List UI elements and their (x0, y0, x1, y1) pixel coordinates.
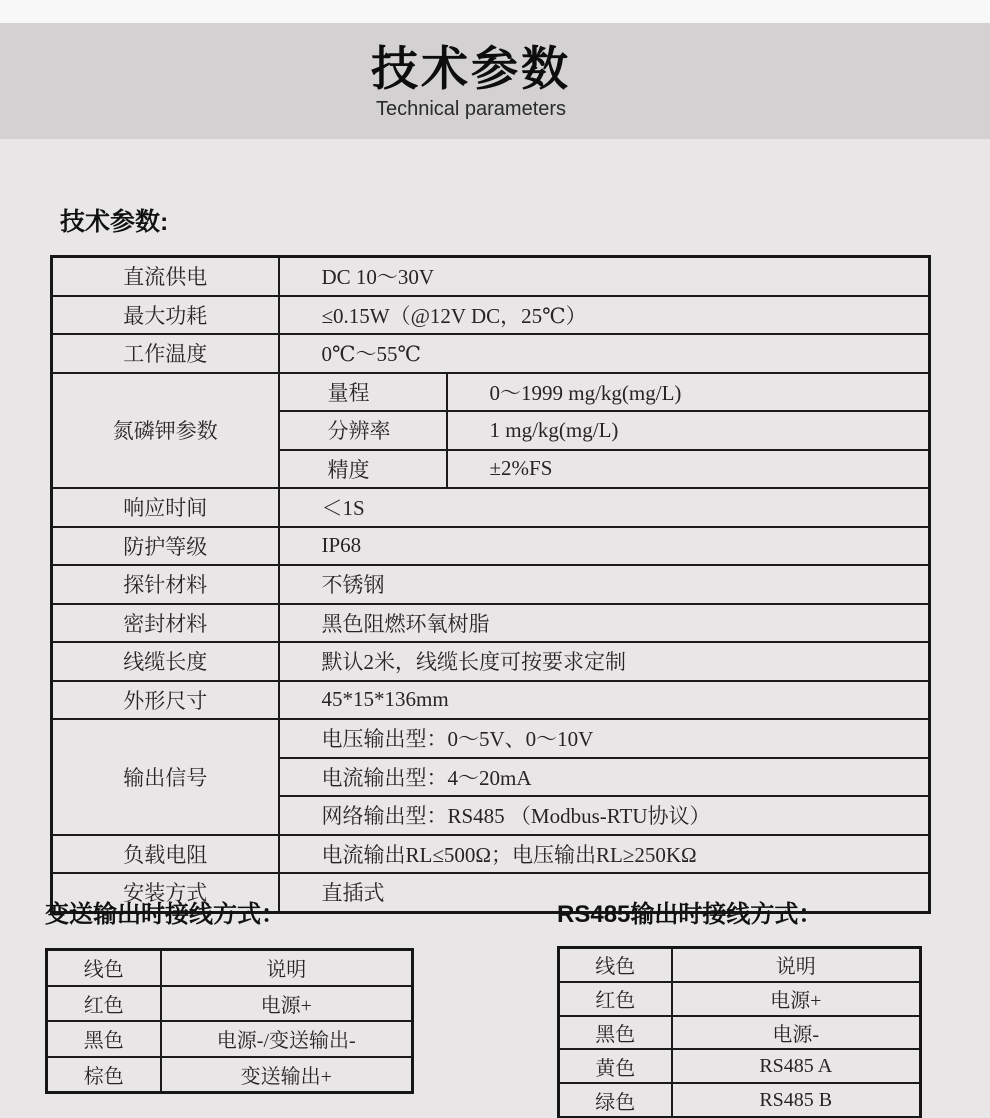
spec-value: 电流输出型：4～20mA (279, 758, 930, 797)
spec-value: 0℃～55℃ (279, 334, 930, 373)
spec-row (52, 642, 930, 681)
table-header-row (559, 948, 921, 982)
spec-value: 不锈钢 (279, 565, 930, 604)
spec-value: DC 10～30V (279, 257, 930, 296)
table-row (559, 1049, 921, 1083)
spec-sublabel: 精度 (279, 450, 447, 489)
spec-label: 输出信号 (52, 719, 279, 835)
spec-row (52, 719, 930, 758)
spec-label: 最大功耗 (52, 296, 279, 335)
table-cell: 电源+ (161, 986, 413, 1022)
section-label: 技术参数: (60, 208, 169, 236)
table-header-cell: 线色 (559, 948, 672, 982)
spec-value: 0～1999 mg/kg(mg/L) (447, 373, 930, 412)
table-header-cell: 说明 (672, 948, 921, 982)
spec-label: 探针材料 (52, 565, 279, 604)
spec-value: IP68 (279, 527, 930, 566)
spec-row (52, 373, 930, 412)
table-cell: 黑色 (559, 1016, 672, 1050)
wiring-rs485-table (557, 946, 922, 1118)
spec-label: 线缆长度 (52, 642, 279, 681)
spec-value: ±2%FS (447, 450, 930, 489)
table-header-cell: 说明 (161, 950, 413, 986)
spec-value: 电压输出型：0～5V、0～10V (279, 719, 930, 758)
spec-label: 氮磷钾参数 (52, 373, 279, 489)
spec-row (52, 334, 930, 373)
table-cell: 电源+ (672, 982, 921, 1016)
spec-row (52, 257, 930, 296)
table-row (559, 982, 921, 1016)
table-row (47, 986, 413, 1022)
spec-value: 直插式 (279, 873, 930, 912)
table-row (559, 1083, 921, 1117)
spec-label: 安装方式 (52, 873, 279, 912)
top-strip (0, 0, 990, 23)
spec-sublabel: 量程 (279, 373, 447, 412)
spec-value: 45*15*136mm (279, 681, 930, 720)
wiring-transmit-table (45, 948, 414, 1094)
spec-row (52, 296, 930, 335)
spec-value: 黑色阻燃环氧树脂 (279, 604, 930, 643)
header-band (0, 23, 990, 139)
table-header-row (47, 950, 413, 986)
table-cell: RS485 B (672, 1083, 921, 1117)
spec-label: 外形尺寸 (52, 681, 279, 720)
table-cell: 棕色 (47, 1057, 161, 1093)
table-cell: 变送输出+ (161, 1057, 413, 1093)
spec-table (50, 255, 931, 914)
spec-row (52, 835, 930, 874)
table-cell: RS485 A (672, 1049, 921, 1083)
spec-value: ＜1S (279, 488, 930, 527)
table-cell: 黑色 (47, 1021, 161, 1057)
spec-row (52, 488, 930, 527)
table-cell: 红色 (47, 986, 161, 1022)
table-cell: 绿色 (559, 1083, 672, 1117)
spec-sublabel: 分辨率 (279, 411, 447, 450)
spec-row (52, 681, 930, 720)
spec-value: 电流输出RL≤500Ω；电压输出RL≥250KΩ (279, 835, 930, 874)
table-cell: 电源-/变送输出- (161, 1021, 413, 1057)
spec-value: 默认2米，线缆长度可按要求定制 (279, 642, 930, 681)
spec-row (52, 604, 930, 643)
spec-value: ≤0.15W（@12V DC，25℃） (279, 296, 930, 335)
table-row (47, 1057, 413, 1093)
wiring-transmit-heading: 变送输出时接线方式： (45, 901, 285, 928)
spec-label: 响应时间 (52, 488, 279, 527)
table-cell: 黄色 (559, 1049, 672, 1083)
table-row (559, 1016, 921, 1050)
spec-row (52, 565, 930, 604)
table-header-cell: 线色 (47, 950, 161, 986)
spec-label: 直流供电 (52, 257, 279, 296)
spec-label: 防护等级 (52, 527, 279, 566)
table-row (47, 1021, 413, 1057)
table-cell: 电源- (672, 1016, 921, 1050)
table-cell: 红色 (559, 982, 672, 1016)
spec-value: 网络输出型：RS485 （Modbus-RTU协议） (279, 796, 930, 835)
spec-row (52, 527, 930, 566)
spec-label: 负载电阻 (52, 835, 279, 874)
wiring-rs485-heading: RS485输出时接线方式： (557, 901, 823, 928)
spec-label: 工作温度 (52, 334, 279, 373)
page-subtitle: Technical parameters (375, 98, 567, 120)
spec-label: 密封材料 (52, 604, 279, 643)
page-title: 技术参数 (371, 42, 571, 95)
spec-value: 1 mg/kg(mg/L) (447, 411, 930, 450)
